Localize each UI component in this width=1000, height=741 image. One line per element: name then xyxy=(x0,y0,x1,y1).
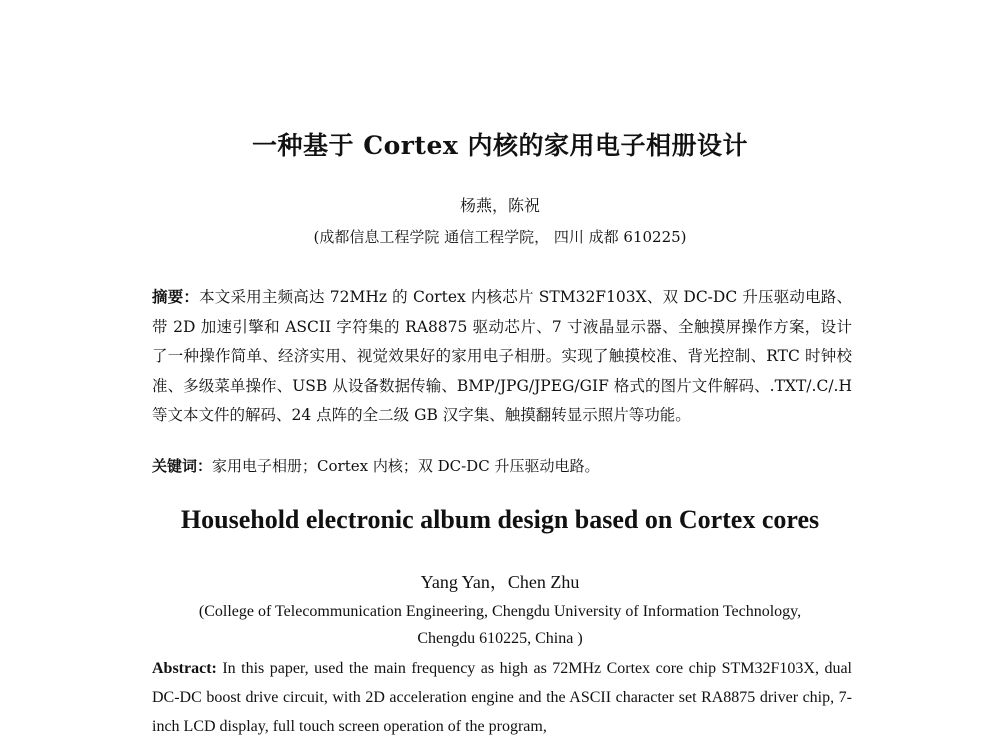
english-affiliation-line2: Chengdu 610225, China ) xyxy=(417,630,583,647)
chinese-keywords xyxy=(152,455,852,476)
chinese-abstract-text: 本文采用主频高达 72MHz 的 Cortex 内核芯片 STM32F103X、双 DC-DC 升压驱动电路、带 2D 加速引擎和 ASCII 字符集的 RA8875 驱动芯片、7 寸液晶显示器、全触摸屏操作方案，设计了一种操作简单、经济实用、视觉效果好的家用电子相册。实现了触摸校准、背光控制、RTC 时钟校准、多级菜单操作、USB 从设备数据传输、BMP/JPG/JPEG/GIF 格式的图片文件解码、.TXT/.C/.H 等文本文件的解码、24 点阵的全二级 GB 汉字集、触摸翻转显示照片等功能。 xyxy=(152,288,852,424)
chinese-abstract xyxy=(152,282,852,431)
chinese-affiliation: (成都信息工程学院 通信工程学院， 四川 成都 610225) xyxy=(313,228,687,246)
english-title: Household electronic album design based on Cortex cores xyxy=(180,505,820,534)
english-abstract-text: In this paper, used the main frequency as high as 72MHz Cortex core chip STM32F103X, dual DC-DC boost drive circuit, with 2D acceleration engine and the ASCII character set RA8875 driver chip, 7-inch LCD display, full touch screen operation of the program, xyxy=(152,660,853,735)
english-affiliation-line1: (College of Telecommunication Engineering, Chengdu University of Information Technology, xyxy=(198,603,802,620)
chinese-keywords-label: 关键词： xyxy=(152,457,213,475)
english-abstract xyxy=(152,654,852,741)
chinese-keywords-text: 家用电子相册；Cortex 内核；双 DC-DC 升压驱动电路。 xyxy=(212,457,600,475)
chinese-title: 一种基于 Cortex 内核的家用电子相册设计 xyxy=(251,131,748,160)
english-abstract-label: Abstract: xyxy=(152,660,217,677)
english-authors: Yang Yan，Chen Zhu xyxy=(420,572,580,592)
english-affiliation xyxy=(0,598,1000,652)
chinese-authors: 杨燕，陈祝 xyxy=(459,196,540,215)
chinese-abstract-label: 摘要： xyxy=(152,287,200,306)
